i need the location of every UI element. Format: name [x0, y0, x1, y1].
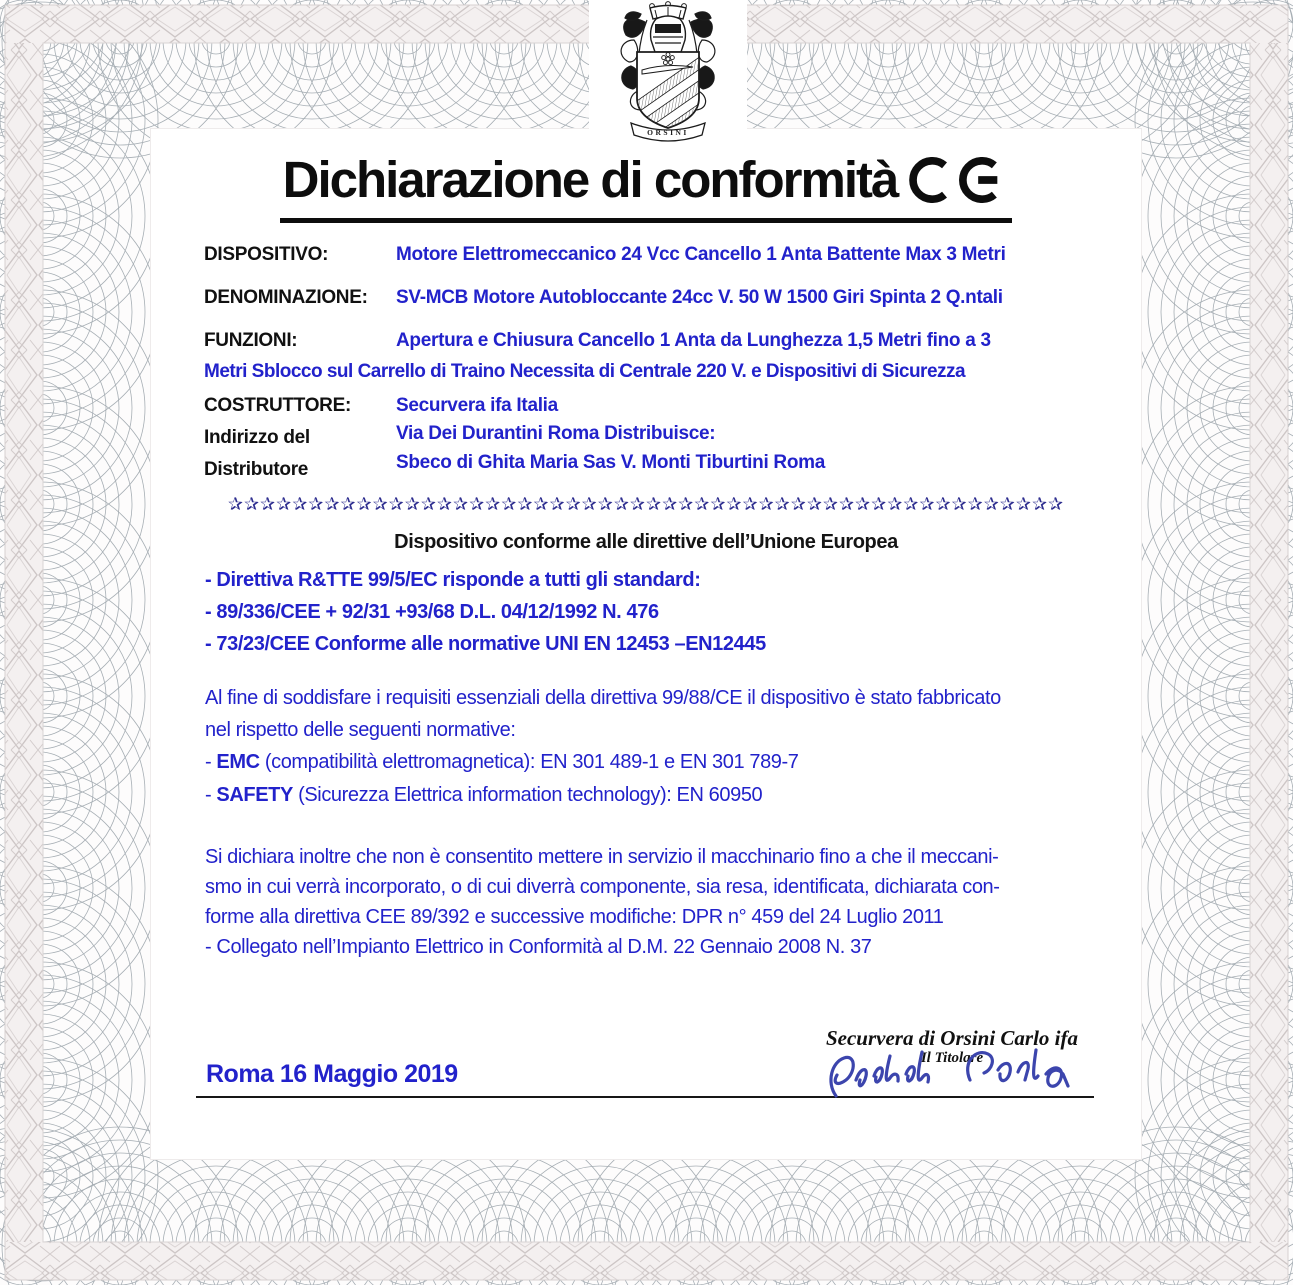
- directive-lvd: - 73/23/CEE Conforme alle normative UNI EN 12453 –EN12445: [205, 633, 766, 655]
- signature-company: Securvera di Orsini Carlo ifa: [825, 1026, 1079, 1050]
- page-title: Dichiarazione di conformità: [282, 151, 898, 208]
- safety-detail: (Sicurezza Elettrica information technology): EN 60950: [292, 784, 763, 806]
- directive-emc-cee: - 89/336/CEE + 92/31 +93/68 D.L. 04/12/1992 N. 476: [205, 601, 659, 623]
- machinery-line2: smo in cui verrà incorporato, o di cui diverrà componente, sia resa, identificata, dichiarata con-: [205, 876, 1000, 898]
- directive-rtte: - Direttiva R&TTE 99/5/EC risponde a tutti gli standard:: [205, 569, 701, 591]
- place-and-date: Roma 16 Maggio 2019: [206, 1060, 458, 1088]
- field-label-costruttore: COSTRUTTORE:: [204, 395, 351, 416]
- field-value-costruttore: Securvera ifa Italia: [396, 395, 558, 416]
- field-label-denominazione: DENOMINAZIONE:: [204, 287, 368, 308]
- crest-banner-text: ORSINI: [647, 128, 689, 137]
- safety-line: [205, 784, 762, 807]
- normative-intro-line2: nel rispetto delle seguenti normative:: [205, 719, 516, 741]
- field-label-dispositivo: DISPOSITIVO:: [204, 244, 329, 265]
- star-divider: ✰✰✰✰✰✰✰✰✰✰✰✰✰✰✰✰✰✰✰✰✰✰✰✰✰✰✰✰✰✰✰✰✰✰✰✰✰✰✰✰✰✰✰✰✰✰✰✰✰✰✰✰: [227, 494, 1065, 514]
- field-value-dispositivo: Motore Elettromeccanico 24 Vcc Cancello 1 Anta Battente Max 3 Metri: [396, 244, 1006, 265]
- safety-term: SAFETY: [216, 784, 293, 806]
- machinery-line4: - Collegato nell’Impianto Elettrico in Conformità al D.M. 22 Gennaio 2008 N. 37: [205, 936, 872, 958]
- signature-role: Il Titolare: [920, 1050, 984, 1066]
- title-block: [150, 150, 1142, 223]
- field-value-funzioni-line2: Metri Sblocco sul Carrello di Traino Necessita di Centrale 220 V. e Dispositivi di Sicurezza: [204, 361, 966, 382]
- field-label-funzioni: FUNZIONI:: [204, 330, 298, 351]
- emc-bullet: -: [205, 751, 217, 773]
- field-value-distributore: Sbeco di Ghita Maria Sas V. Monti Tiburtini Roma: [396, 452, 826, 473]
- machinery-line1: Si dichiara inoltre che non è consentito mettere in servizio il macchinario fino a che il meccani-: [205, 846, 999, 868]
- machinery-line3: forme alla direttiva CEE 89/392 e successive modifiche: DPR n° 459 del 24 Luglio 2011: [205, 906, 944, 928]
- field-value-indirizzo: Via Dei Durantini Roma Distribuisce:: [396, 423, 716, 444]
- emc-detail: (compatibilità elettromagnetica): EN 301 489-1 e EN 301 789-7: [259, 751, 799, 773]
- field-label-indirizzo: Indirizzo del: [204, 427, 310, 448]
- field-value-funzioni-line1: Apertura e Chiusura Cancello 1 Anta da Lunghezza 1,5 Metri fino a 3: [396, 330, 991, 351]
- normative-intro-line1: Al fine di soddisfare i requisiti essenziali della direttiva 99/88/CE il dispositivo è stato fabbricato: [205, 687, 1001, 709]
- section-heading: Dispositivo conforme alle direttive dell’Unione Europea: [394, 531, 898, 553]
- handwritten-signature: [822, 1038, 1072, 1108]
- ce-mark-icon: [909, 157, 1009, 203]
- safety-bullet: -: [205, 784, 217, 806]
- field-value-denominazione: SV-MCB Motore Autobloccante 24cc V. 50 W 1500 Giri Spinta 2 Q.ntali: [396, 287, 1003, 308]
- emc-line: [205, 751, 799, 774]
- field-label-distributore: Distributore: [204, 459, 309, 480]
- emc-term: EMC: [216, 751, 260, 773]
